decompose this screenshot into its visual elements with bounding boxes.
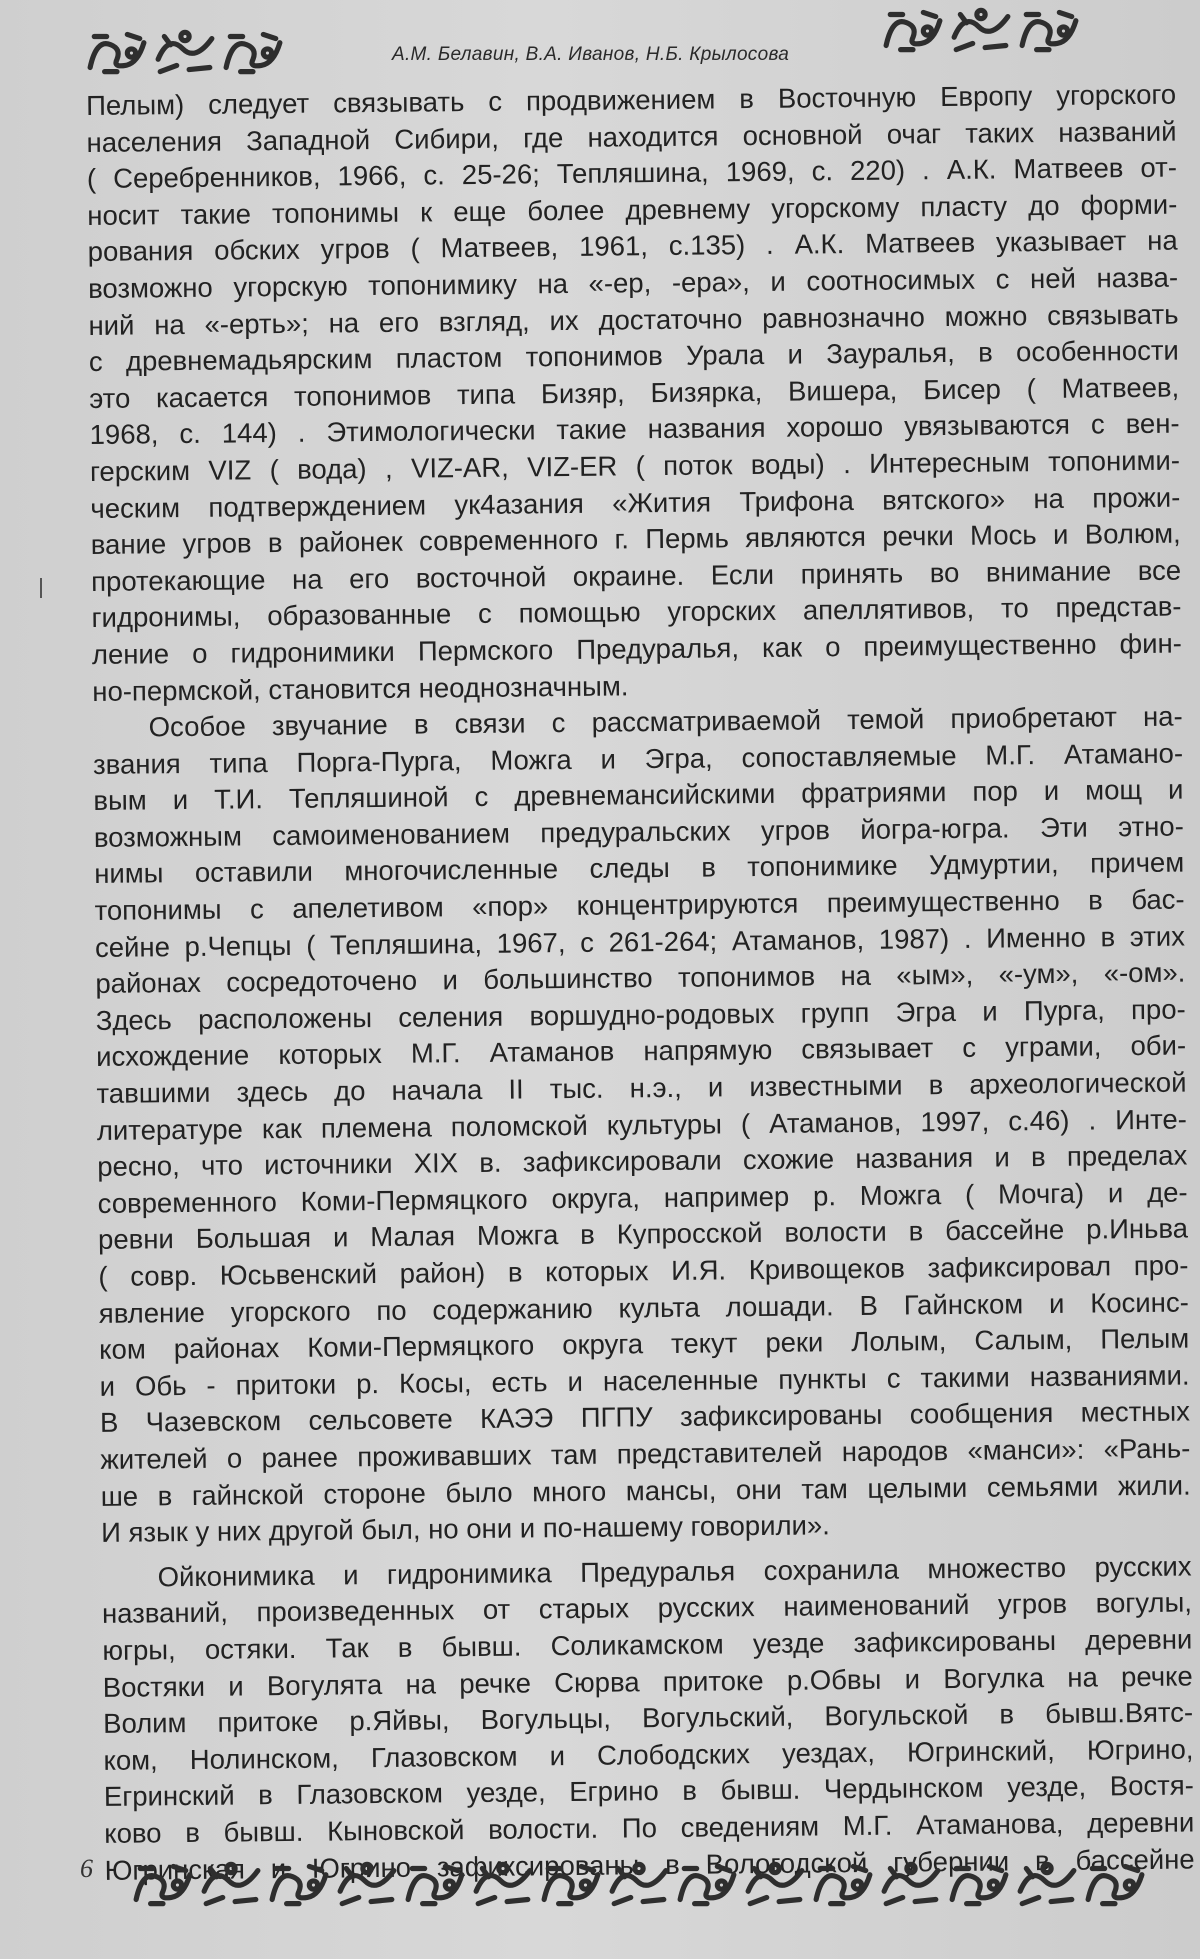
text-line: нимы оставили многочисленные следы в топонимике Удмуртии, причем	[94, 847, 1185, 890]
text-line: Ойконимика и гидронимика Предуралья сохранила множество русских	[157, 1550, 1192, 1593]
text-line: протекающие на его восточной окраине. Если принять во внимание все	[91, 554, 1182, 597]
text-line: сейне р.Чепцы ( Тепляшина, 1967, с 261-264; Атаманов, 1987) . Именно в этих	[94, 920, 1186, 963]
text-line: 1968, с. 144) . Этимологически такие названия хорошо увязываются с вен-	[89, 407, 1180, 451]
page-body-text	[86, 77, 1195, 1889]
text-line: ково в бывш. Кыновской волости. По сведениям М.Г. Атаманова, деревни	[104, 1806, 1195, 1849]
text-line: вым и Т.И. Тепляшиной с древнемансийскими фратриями пор и мощ и	[93, 773, 1184, 817]
text-line: носит такие топонимы к еще более древнему угорскому пласту до форми-	[87, 188, 1178, 231]
text-line: Пелым) следует связывать с продвижением в Восточную Европу угорского	[86, 78, 1177, 121]
ornament-motif-icon	[540, 1860, 602, 1908]
ornament-motif-icon	[882, 6, 944, 54]
ornament-motif-icon	[1084, 1860, 1146, 1908]
ornament-motif-icon	[472, 1860, 534, 1908]
ornament-motif-icon	[268, 1860, 330, 1908]
text-line: В Чазевском сельсовете КАЭЭ ПГПУ зафиксированы сообщения местных	[99, 1395, 1191, 1439]
text-line: ний на «-ерть»; на его взгляд, их достаточно равнозначно можно связывать	[88, 298, 1179, 341]
text-line: ( Серебренников, 1966, с. 25-26; Тепляшина, 1969, с. 220) . А.К. Матвеев от-	[86, 151, 1178, 195]
text-line: ком, Нолинском, Глазовском и Слободских уездах, Югринский, Югрино,	[103, 1733, 1194, 1776]
text-line: ление о гидронимики Пермского Предуралья, как о преимущественно фин-	[91, 627, 1183, 670]
ornament-motif-icon	[1018, 6, 1080, 54]
text-line: ревни Большая и Малая Можга в Купросской волости в бассейне р.Иньва	[97, 1212, 1189, 1256]
text-line: Востяки и Вогулята на речке Сюрва притоке р.Обвы и Вогулка на речке	[102, 1660, 1193, 1703]
text-line: современного Коми-Пермяцкого округа, например р. Можга ( Мочга) и де-	[97, 1176, 1188, 1219]
text-line: герским VIZ ( вода) , VIZ-AR, VIZ-ER ( поток воды) . Интересным топоними-	[89, 444, 1181, 487]
ornament-motif-icon	[86, 28, 148, 76]
text-line: с древнемадьярским пластом топонимов Урала и Зауралья, в особенности	[88, 334, 1179, 378]
margin-mark	[40, 578, 42, 598]
ornament-motif-icon	[744, 1860, 806, 1908]
ornament-motif-icon	[154, 28, 216, 76]
ornament-motif-icon	[950, 6, 1012, 54]
text-line: жителей о ранее проживавших там представителей народов «манси»: «Рань-	[100, 1432, 1191, 1475]
text-line: Здесь расположены селения воршудно-родовых групп Эгра и Пурга, про-	[95, 993, 1186, 1036]
text-line: названий, произведенных от старых русских наименований угров вогулы,	[101, 1586, 1193, 1630]
text-line: возможным самоименованием предуральских угров йогра-югра. Эти этно-	[93, 810, 1184, 853]
text-line: Особое звучание в связи с рассматриваемой темой приобретают на-	[148, 700, 1183, 743]
text-line: и Обь - притоки р. Косы, есть и населенные пункты с такими названиями.	[99, 1359, 1190, 1402]
ornament-motif-icon	[222, 28, 284, 76]
text-line: населения Западной Сибири, где находится основной очаг таких названий	[86, 115, 1177, 158]
header-ornament-right	[882, 6, 1080, 54]
text-line: топонимы с апелетивом «пор» концентрируются преимущественно в бас-	[94, 883, 1185, 927]
header-ornament-left	[86, 28, 284, 76]
text-line: Волим притоке р.Яйвы, Вогульцы, Вогульский, Вогульской в бывш.Вятс-	[102, 1696, 1194, 1740]
ornament-motif-icon	[608, 1860, 670, 1908]
text-line: ( совр. Юсьвенский район) в которых И.Я. Кривощеков зафиксировал про-	[98, 1249, 1189, 1292]
text-line: ком районах Коми-Пермяцкого округа текут реки Лолым, Салым, Пелым	[99, 1322, 1190, 1366]
text-line: ческим подтверждением ук4азания «Жития Трифона вятского» на прожи-	[90, 481, 1181, 524]
text-line: ресно, что источники XIX в. зафиксировали схожие названия и в пределах	[97, 1139, 1188, 1183]
text-line: районах сосредоточено и большинство топонимов на «ым», «-ум», «-ом».	[95, 956, 1186, 1000]
text-line: вание угров в районек современного г. Пермь являются речки Мось и Волюм,	[90, 517, 1181, 561]
text-line: гидронимы, образованные с помощью угорских апеллятивов, то представ-	[91, 590, 1182, 634]
text-line: явление угорского по содержанию культа лошади. В Гайнском и Косинс-	[98, 1286, 1189, 1329]
ornament-motif-icon	[336, 1860, 398, 1908]
text-line: И язык у них другой был, но они и по-нашему говорили».	[100, 1509, 830, 1549]
text-line: тавшими здесь до начала II тыс. н.э., и известными в археологической	[96, 1066, 1187, 1109]
ornament-motif-icon	[200, 1860, 262, 1908]
ornament-motif-icon	[812, 1860, 874, 1908]
text-line: Егринский в Глазовском уезде, Егрино в бывш. Чердынском уезде, Востя-	[103, 1769, 1194, 1813]
text-line: это касается топонимов типа Бизяр, Бизярка, Вишера, Бисер ( Матвеев,	[89, 371, 1180, 414]
text-line: югры, остяки. Так в бывш. Соликамском уезде зафиксированы деревни	[102, 1623, 1193, 1666]
ornament-motif-icon	[676, 1860, 738, 1908]
text-line: рования обских угров ( Матвеев, 1961, с.135) . А.К. Матвеев указывает на	[87, 224, 1178, 268]
text-line: возможно угорскую топонимику на «-ер, -ера», и соотносимых с ней назва-	[87, 261, 1179, 304]
ornament-motif-icon	[1016, 1860, 1078, 1908]
ornament-motif-icon	[132, 1860, 194, 1908]
text-line: звания типа Порга-Пурга, Можга и Эгра, сопоставляемые М.Г. Атамано-	[92, 737, 1184, 780]
text-line: исхождение которых М.Г. Атаманов напрямую связывает с уграми, оби-	[95, 1029, 1187, 1073]
page-number: 6	[80, 1854, 93, 1883]
text-line: литературе как племена поломской культуры ( Атаманов, 1997, с.46) . Инте-	[96, 1103, 1188, 1146]
ornament-motif-icon	[880, 1860, 942, 1908]
footer-ornament	[132, 1860, 1146, 1908]
text-line: ше в гайнской стороне было много мансы, они там целыми семьями жили.	[100, 1469, 1191, 1512]
text-line: но-пермской, становится неоднозначным.	[92, 669, 629, 707]
text-line: Югринская и Югрино зафиксированы в Вологодской губернии в бассейне	[104, 1842, 1195, 1886]
ornament-motif-icon	[404, 1860, 466, 1908]
running-head-authors: А.М. Белавин, В.А. Иванов, Н.Б. Крылосова	[392, 44, 790, 65]
ornament-motif-icon	[948, 1860, 1010, 1908]
